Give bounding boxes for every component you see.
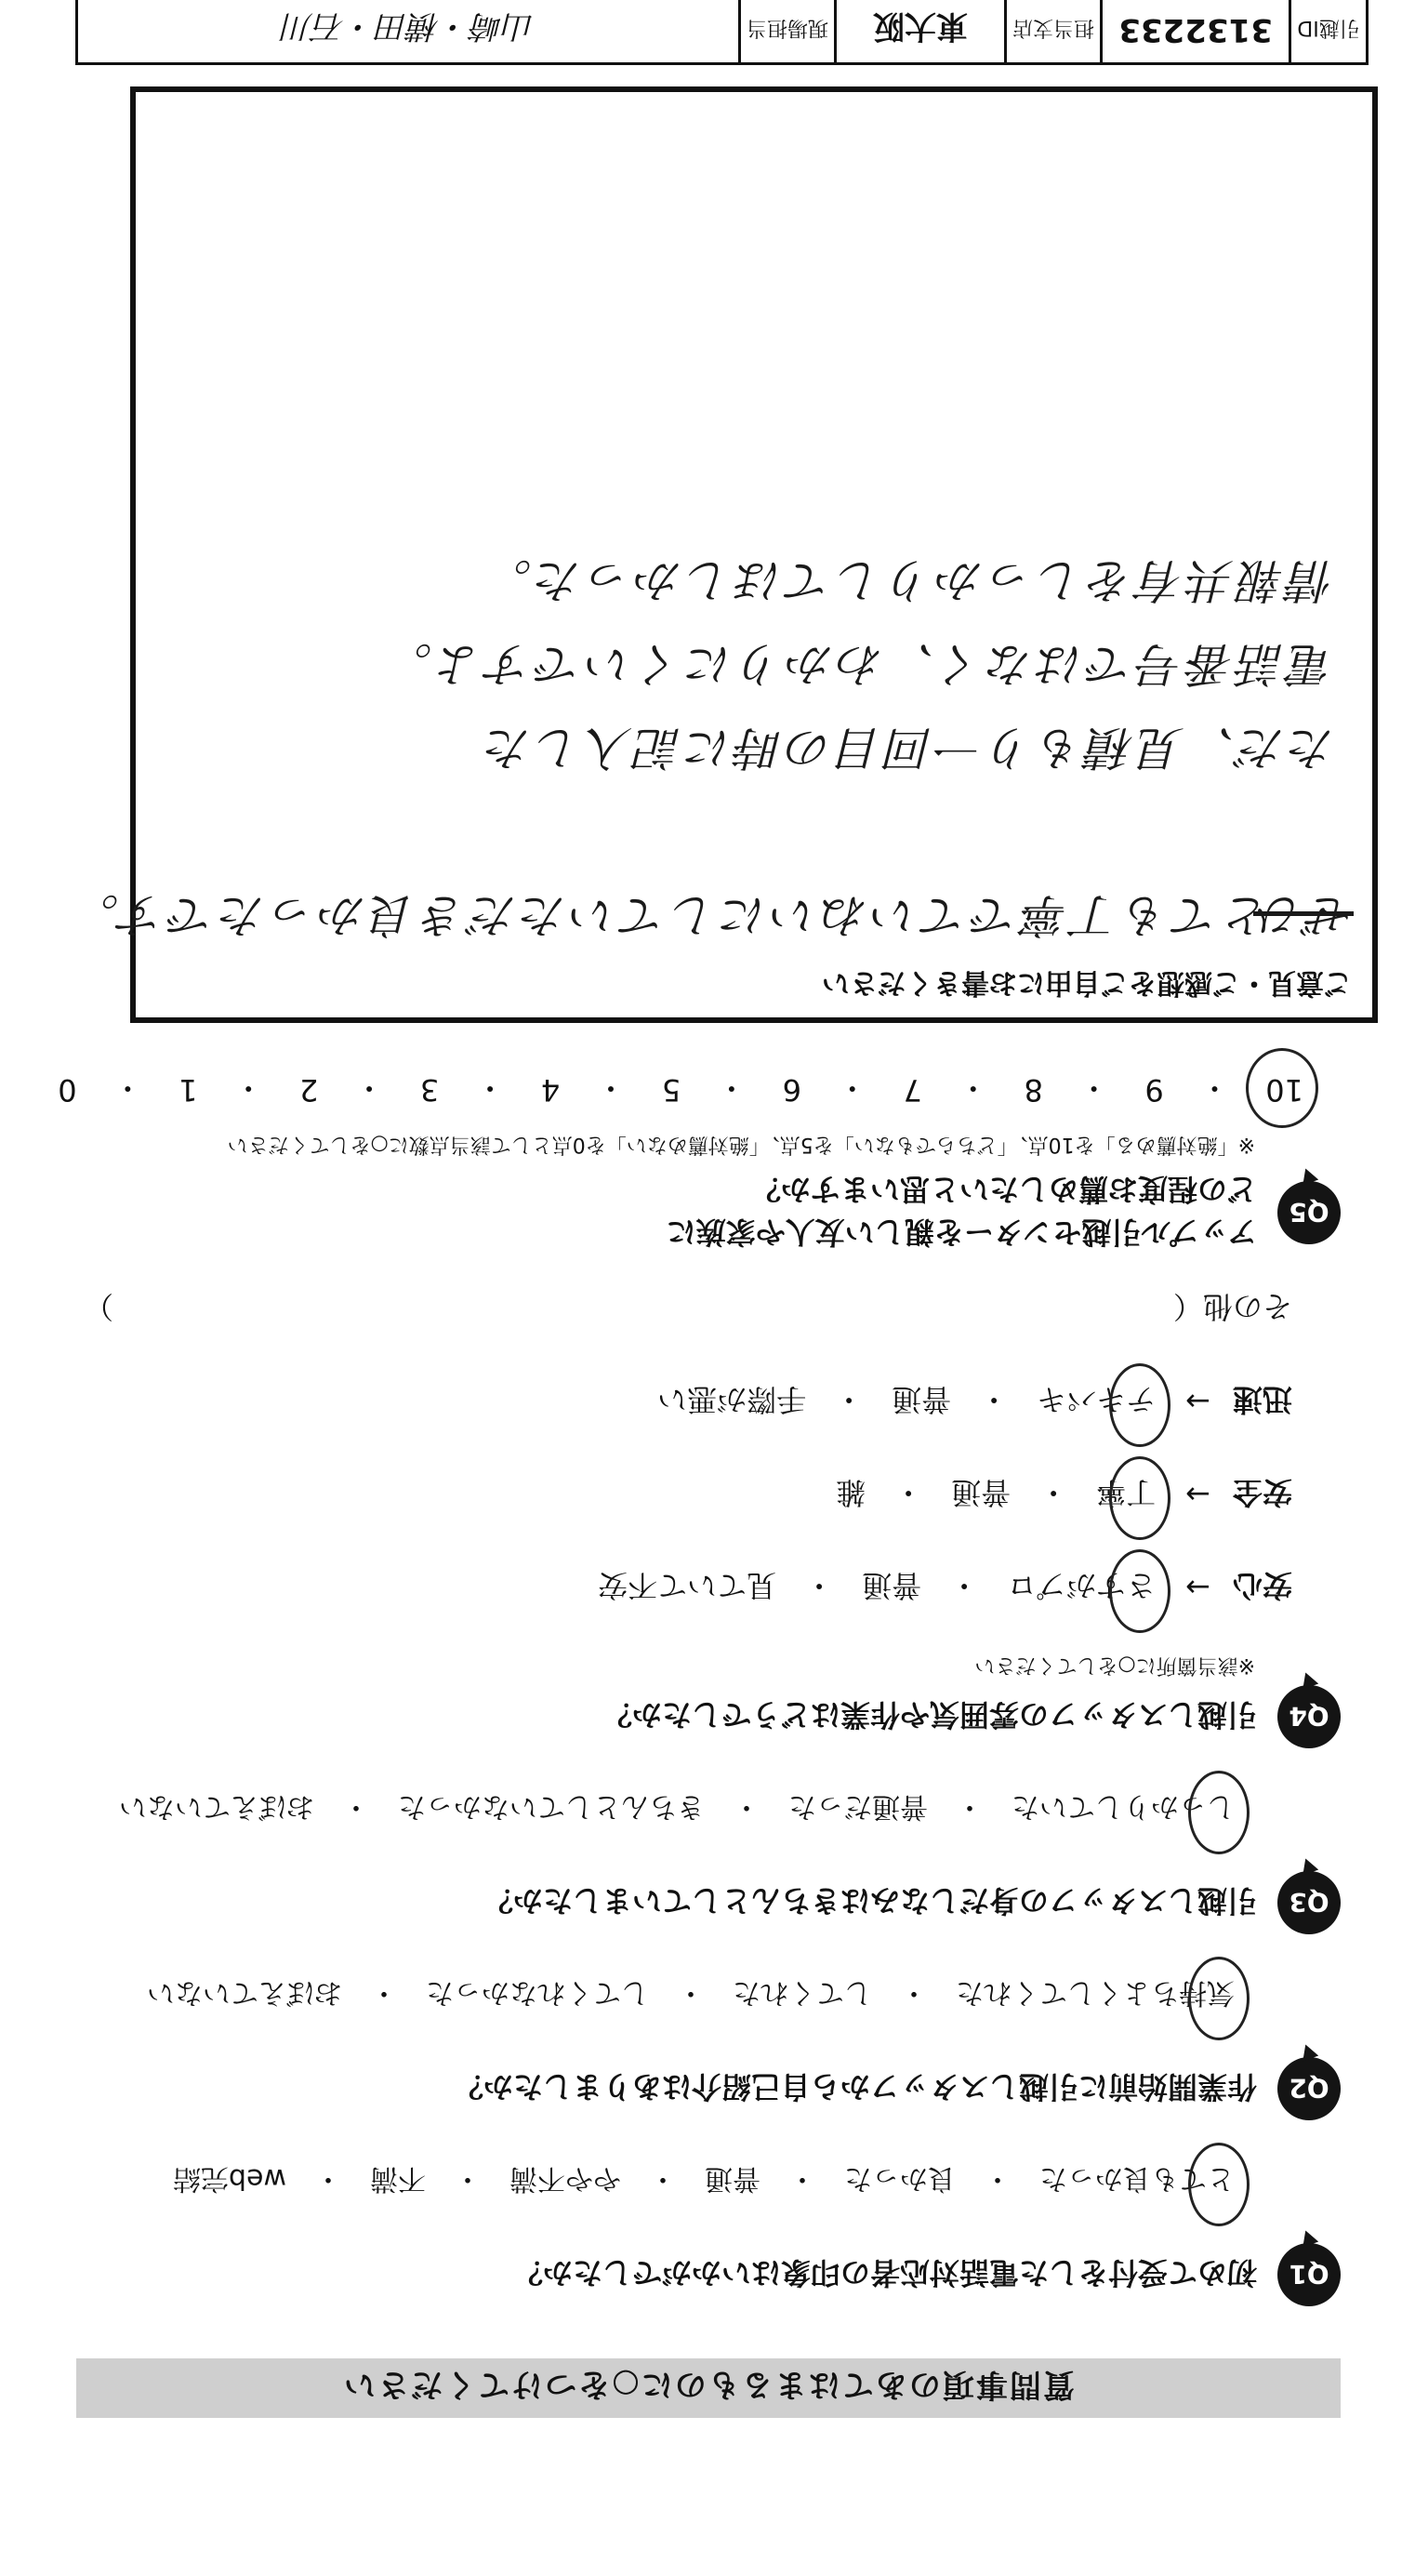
scale-option[interactable]: 7	[903, 1072, 922, 1108]
q1-option[interactable]: 不満	[370, 2162, 426, 2195]
q2-text: 作業開始前に引越しスタッフから自己紹介はありましたか？	[453, 2069, 1257, 2105]
comment-box[interactable]	[69, 86, 1378, 1023]
q1-option[interactable]: 良かった	[844, 2162, 956, 2195]
instruction-band	[76, 2358, 1341, 2418]
q4-option[interactable]: 普通	[892, 1382, 952, 1417]
scale-option[interactable]: 1	[179, 1072, 198, 1108]
q4-option[interactable]: 雑	[836, 1475, 866, 1510]
q4-text: 引越しスタッフの雰囲気や作業はどうでしたか？	[602, 1697, 1257, 1733]
q4-row-anshin: 安心 → さすがプロ ・ 普通 ・ 見ていて不安	[594, 1566, 1292, 1609]
q2-option[interactable]: してくれた	[733, 1976, 872, 2009]
q2-badge: Q2	[1277, 2057, 1341, 2120]
id-label: 引越ID	[1289, 0, 1366, 62]
q1-options: とても良かった ・ 良かった ・ 普通 ・ やや不満 ・ 不満 ・ web完結	[58, 2161, 1238, 2202]
q4-row-label: 安心	[1232, 1568, 1292, 1603]
q3-option[interactable]: しっかりしていた	[1008, 1789, 1238, 1830]
site-value: 山崎・横田・石川	[282, 7, 535, 46]
scale-option[interactable]: 5	[661, 1072, 681, 1108]
arrow-icon: →	[1185, 1570, 1210, 1605]
scale-option[interactable]: 8	[1024, 1072, 1043, 1108]
q3-option[interactable]: きちんとしていなかった	[398, 1790, 705, 1823]
q3-option[interactable]: 普通だった	[788, 1790, 928, 1823]
q1-option[interactable]: とても良かった	[1036, 2161, 1238, 2202]
scale-option[interactable]: 3	[419, 1072, 440, 1108]
q4-option[interactable]: 普通	[951, 1475, 1012, 1510]
q3-text: 引越しスタッフの身だしなみはきちんとしていましたか？	[483, 1883, 1257, 1919]
q4-option[interactable]: さすがプロ	[1003, 1566, 1159, 1609]
comment-line-1: とても丁寧でていねいにしていただき良かったです。	[69, 888, 1270, 942]
scale-option[interactable]: 9	[1144, 1072, 1164, 1108]
q4-other-label: その他（	[1172, 1289, 1292, 1324]
q5-text: アップル引越センターを親しい友人や家族に	[666, 1215, 1257, 1250]
scale-option[interactable]: 6	[782, 1072, 802, 1108]
branch-label: 担当支店	[1004, 0, 1100, 62]
scale-option[interactable]: 0	[58, 1072, 77, 1108]
q1-option[interactable]: web完結	[172, 2162, 286, 2195]
q1-text: 初めて受付をした電話対応者の印象はいかがでしたか？	[512, 2255, 1257, 2291]
q2-option[interactable]: 気持ちよくしてくれた	[952, 1975, 1238, 2016]
comment-line-2: ただ、見積もり一回目の時に記入した	[482, 721, 1335, 775]
question-1	[58, 2161, 1341, 2306]
q2-option[interactable]: してくれなかった	[426, 1976, 649, 2009]
q1-option[interactable]: やや不満	[509, 2162, 621, 2195]
q3-option[interactable]: おぼえていない	[119, 1790, 314, 1823]
footer-table	[75, 0, 1369, 65]
site-label: 現場担当	[738, 0, 834, 62]
q2-options: 気持ちよくしてくれた ・ してくれた ・ してくれなかった ・ おぼえていない	[58, 1975, 1238, 2016]
question-2	[58, 1975, 1341, 2120]
q4-option[interactable]: 普通	[862, 1568, 922, 1603]
instruction-text: 質問事項のあてはまるものに○をつけてください	[342, 2366, 1075, 2404]
q1-option[interactable]: 普通	[705, 2162, 760, 2195]
q5-badge: Q5	[1277, 1181, 1341, 1244]
comment-line-3: 電話番号ではなく、わかりにくいですよ。	[382, 637, 1335, 691]
q4-option[interactable]: 見ていて不安	[598, 1568, 777, 1603]
q4-row-label: 迅速	[1232, 1382, 1292, 1417]
question-3	[58, 1789, 1341, 1934]
q5-scale: 10 ・ 9 ・ 8 ・ 7 ・ 6 ・ 5 ・ 4 ・ 3 ・ 2 ・ 1 ・ 0	[58, 1070, 1303, 1108]
q1-badge: Q1	[1277, 2243, 1341, 2306]
question-5	[58, 1132, 1341, 1255]
q4-note: ※該当箇所に○をしてください	[974, 1653, 1255, 1677]
q5-text-2: どの程度お薦めしたいと思いますか？	[750, 1172, 1257, 1207]
scale-option[interactable]: 4	[540, 1072, 561, 1108]
q5-note: ※「絶対薦める」を10点、「どちらでもない」を5点、「絶対薦めない」を0点として該当点数に○をしてください	[227, 1133, 1255, 1156]
question-4	[58, 1653, 1341, 1748]
arrow-icon: →	[1185, 1477, 1210, 1512]
q3-options: しっかりしていた ・ 普通だった ・ きちんとしていなかった ・ おぼえていない	[58, 1789, 1238, 1830]
q4-row-jinsoku: 迅速 → テキパキ ・ 普通 ・ 手際が悪い	[654, 1380, 1292, 1423]
q4-row-anzen: 安全 → 丁寧 ・ 普通 ・ 雑	[832, 1473, 1292, 1516]
arrow-icon: →	[1185, 1384, 1210, 1419]
q4-other-row	[84, 1287, 1292, 1330]
q2-option[interactable]: おぼえていない	[147, 1976, 342, 2009]
q3-badge: Q3	[1277, 1871, 1341, 1934]
scale-option[interactable]: 2	[299, 1072, 319, 1108]
q4-option[interactable]: 丁寧	[1092, 1473, 1159, 1516]
q4-option[interactable]: 手際が悪い	[657, 1382, 807, 1417]
q4-other-close: ）	[84, 1289, 114, 1324]
branch-value: 東大阪	[834, 0, 1004, 62]
q4-row-label: 安全	[1232, 1475, 1292, 1510]
scale-option[interactable]: 10	[1265, 1072, 1303, 1108]
comment-heading: ご意見・ご感想をご自由にお書きください	[822, 966, 1352, 999]
comment-struck-word: ぜひ	[1253, 888, 1354, 942]
q4-option[interactable]: テキパキ	[1033, 1380, 1159, 1423]
id-value: 3132233	[1100, 0, 1289, 62]
comment-line-4: 情報共有をしっかりしてほしかった。	[482, 553, 1335, 607]
q4-badge: Q4	[1277, 1685, 1341, 1748]
